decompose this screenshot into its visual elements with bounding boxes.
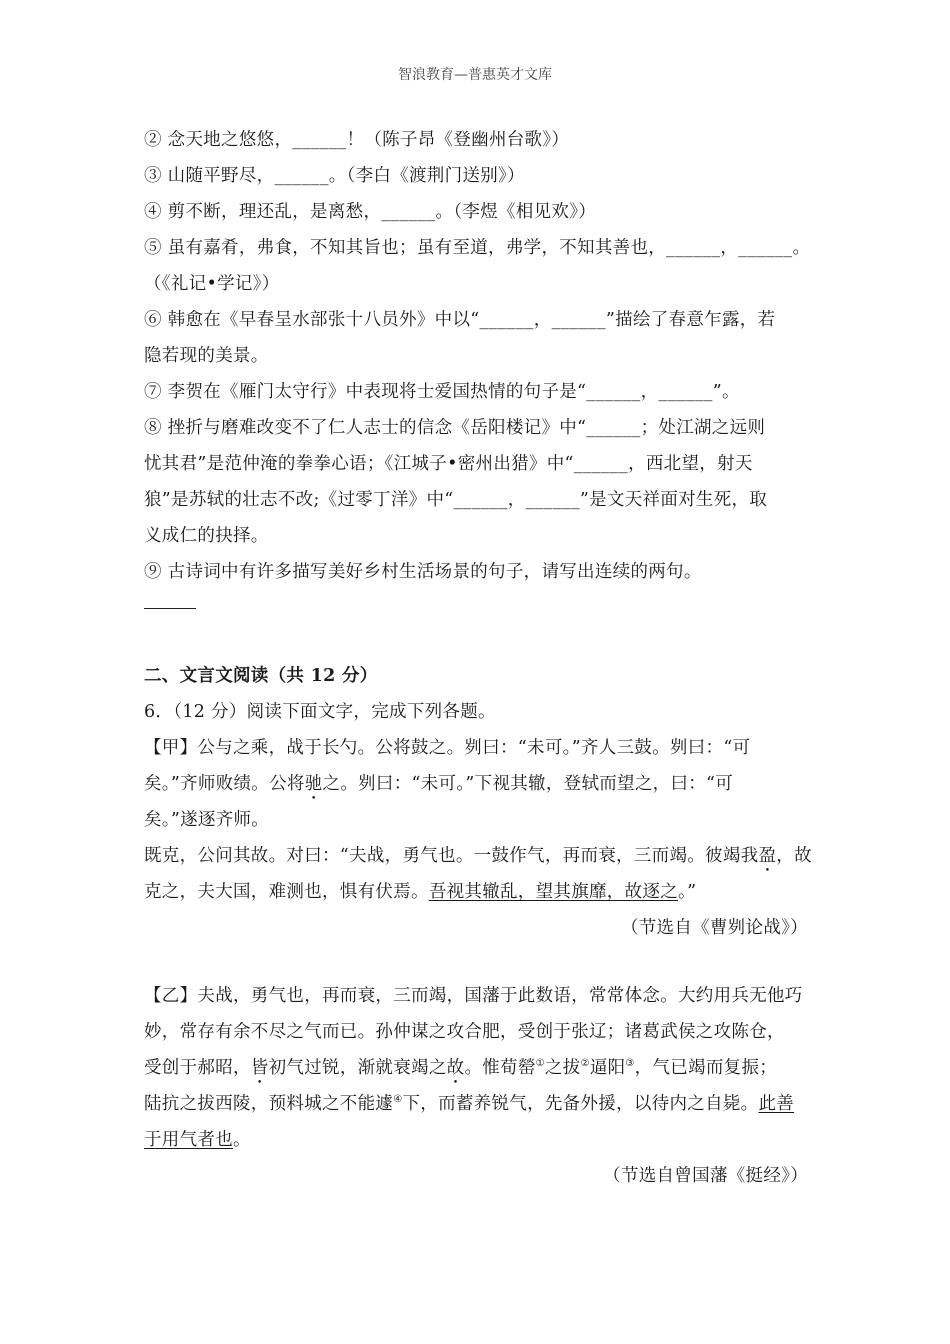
text: 矣。”齐师败绩。公将 xyxy=(144,774,305,794)
footnote-marker: ② xyxy=(580,1058,590,1070)
item-7: ⑦ 李贺在《雁门太守行》中表现将士爱国热情的句子是“______，______”。 xyxy=(144,382,740,402)
passage-jia-line-2 xyxy=(144,770,733,804)
passage-yi-line-3 xyxy=(144,1054,777,1088)
text: 。 xyxy=(233,1130,251,1150)
question-6: 6．（12 分）阅读下面文字，完成下列各题。 xyxy=(144,702,496,722)
item-4: ④ 剪不断，理还乱，是离愁，______。（李煜《相见欢》） xyxy=(144,202,597,222)
passage-yi-line-1: 【乙】夫战，勇气也，再而衰，三而竭，国藩于此数语，常常体念。大约用兵无他巧 xyxy=(144,986,803,1006)
item-3: ③ 山随平野尽，______。（李白《渡荆门送别》） xyxy=(144,166,525,186)
emphasis-char: 故 xyxy=(446,1058,465,1078)
text: 之拔 xyxy=(544,1058,581,1078)
emphasis-char: 驰 xyxy=(304,774,323,794)
section-title: 二、文言文阅读（共 12 分） xyxy=(144,666,378,686)
item-6-line-2: 隐若现的美景。 xyxy=(144,346,269,366)
item-6-line-1: ⑥ 韩愈在《早春呈水部张十八员外》中以“______，______”描绘了春意乍露，若 xyxy=(144,310,776,330)
passage-yi-line-4 xyxy=(144,1090,794,1115)
item-8-line-1: ⑧ 挫折与磨难改变不了仁人志士的信念《岳阳楼记》中“______；处江湖之远则 xyxy=(144,418,766,438)
passage-yi-line-5 xyxy=(144,1126,251,1151)
text: 。” xyxy=(678,882,697,902)
text: 之。刿曰：“未可。”下视其辙，登轼而望之，曰：“可 xyxy=(322,774,734,794)
passage-jia-line-3: 矣。”遂逐齐师。 xyxy=(144,810,270,830)
item-5-line-2: （《礼记•学记》） xyxy=(144,274,280,294)
item-8-line-3: 狼”是苏轼的壮志不改;《过零丁洋》中“______，______”是文天祥面对生死，取 xyxy=(144,490,768,510)
item-2: ② 念天地之悠悠，______！（陈子昂《登幽州台歌》） xyxy=(144,130,570,150)
emphasis-char: 皆 xyxy=(250,1058,269,1078)
text: 陆抗之拔西陵，预料城之不能遽 xyxy=(144,1094,394,1114)
item-9: ⑨ 古诗词中有许多描写美好乡村生活场景的句子，请写出连续的两句。 xyxy=(144,562,702,582)
text: 既克，公问其故。对曰：“夫战，勇气也。一鼓作气，再而衰，三而竭。彼竭我 xyxy=(144,846,759,866)
page-header: 智浪教育—普惠英才文库 xyxy=(398,67,552,83)
text: 初气过锐，渐就衰竭之 xyxy=(268,1058,447,1078)
underlined-sentence: 此善 xyxy=(758,1094,795,1114)
item-5-line-1: ⑤ 虽有嘉肴，弗食，不知其旨也；虽有至道，弗学，不知其善也，______，______。 xyxy=(144,238,811,258)
passage-jia-line-5 xyxy=(144,878,696,903)
text: ，气已竭而复振； xyxy=(634,1058,778,1078)
item-8-line-4: 义成仁的抉择。 xyxy=(144,526,269,546)
item-8-line-2: 忧其君”是范仲淹的拳拳心语；《江城子•密州出猎》中“______，西北望，射天 xyxy=(144,454,753,474)
footnote-marker: ① xyxy=(535,1058,545,1070)
emphasis-char: 盈 xyxy=(758,846,777,866)
answer-blank-line xyxy=(144,608,196,609)
passage-jia-line-4 xyxy=(144,842,812,876)
passage-yi-line-2: 妙，常存有余不尽之气而已。孙仲谋之攻合肥，受创于张辽；诸葛武侯之攻陈仓， xyxy=(144,1022,785,1042)
footnote-marker: ③ xyxy=(625,1058,635,1070)
underlined-sentence: 于用气者也 xyxy=(144,1130,233,1150)
footnote-marker: ④ xyxy=(393,1094,403,1106)
passage-yi-source: （节选自曾国藩《挺经》） xyxy=(603,1166,808,1186)
underlined-sentence: 吾视其辙乱，望其旗靡，故逐之 xyxy=(428,882,679,902)
text: 克之，夫大国，难测也，惧有伏焉。 xyxy=(144,882,429,902)
passage-jia-line-1: 【甲】公与之乘，战于长勺。公将鼓之。刿曰：“未可。”齐人三鼓。刿曰：“可 xyxy=(144,738,751,758)
text: 逼阳 xyxy=(589,1058,626,1078)
text: 。惟荀罃 xyxy=(464,1058,536,1078)
text: ，故 xyxy=(776,846,812,866)
text: 受创于郝昭， xyxy=(144,1058,251,1078)
text: 下，而蓄养锐气，先备外援，以待内之自毙。 xyxy=(402,1094,759,1114)
passage-jia-source: （节选自《曹刿论战》） xyxy=(620,918,808,938)
